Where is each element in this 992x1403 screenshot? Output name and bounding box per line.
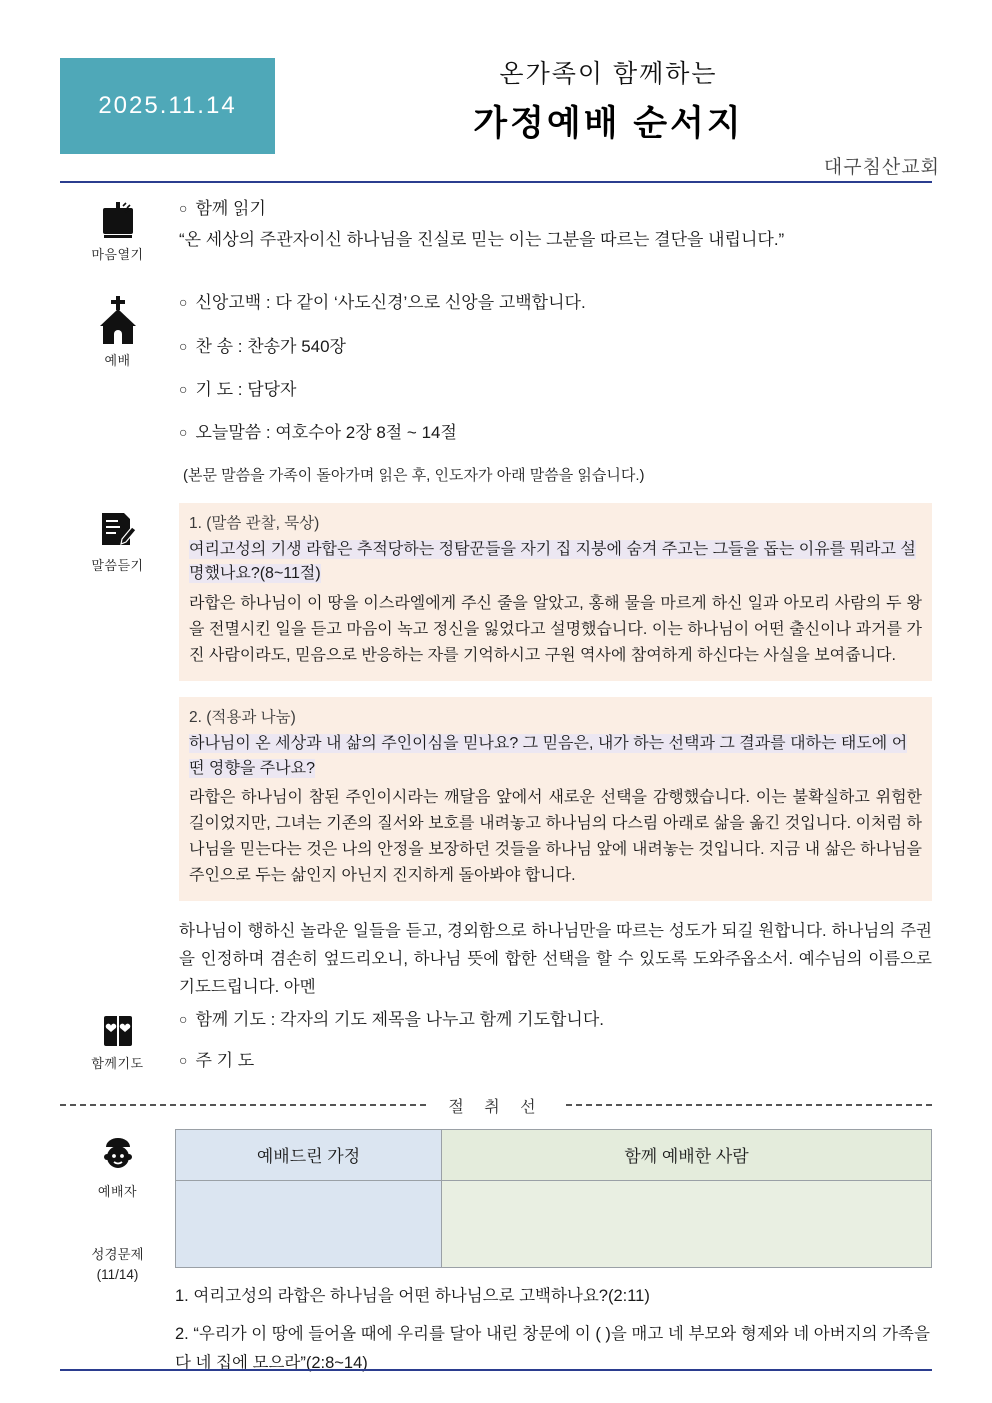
section-worship bbox=[60, 290, 932, 484]
quiz-block bbox=[175, 1268, 932, 1379]
section-worship-gutter bbox=[60, 290, 175, 370]
section-opening-label: 마음열기 bbox=[91, 247, 144, 262]
section-opening-gutter bbox=[60, 196, 175, 264]
section-together-prayer bbox=[60, 1007, 932, 1078]
section-message bbox=[60, 503, 932, 1008]
closing-prayer-text: 하나님이 행하신 놀라운 일들을 듣고, 경외함으로 하나님만을 따르는 성도가 되길 원합니다. 하나님의 주권을 인정하며 겸손히 엎드리오니, 하나님 뜻에 합한 선택을 할 수 있도록 도와주옵소서. 예수님의 이름으로 기도드립니다. 아멘 bbox=[179, 922, 932, 997]
attendance-table bbox=[175, 1129, 932, 1268]
table-header-family: 예배드린 가정 bbox=[176, 1129, 442, 1180]
spacer bbox=[60, 264, 932, 290]
section-message-label: 말씀듣기 bbox=[91, 557, 144, 573]
prayer-book-heart-icon bbox=[60, 1013, 175, 1049]
section-worship-body bbox=[175, 290, 932, 484]
section-message-body bbox=[175, 503, 932, 1008]
worship-item-hymn: ○ 찬 송 : 찬송가 540장 bbox=[179, 334, 932, 360]
worship-item-scripture: ○ 오늘말씀 : 여호수아 2장 8절 ~ 14절 bbox=[179, 420, 932, 446]
cut-line-label: 절 취 선 bbox=[448, 1098, 544, 1116]
opening-quote: “온 세상의 주관자이신 하나님을 진실로 믿는 이는 그분을 따르는 결단을 내립니다.” bbox=[179, 230, 785, 250]
opening-item: ○ 함께 읽기 bbox=[179, 196, 932, 222]
cut-dashes-right bbox=[566, 1104, 932, 1106]
section-opening bbox=[60, 196, 932, 264]
section-prayer-label: 함께기도 bbox=[91, 1056, 144, 1072]
qa1-answer: 라합은 하나님이 이 땅을 이스라엘에게 주신 줄을 알았고, 홍해 물을 마르게 하신 일과 아모리 사람의 두 왕을 전멸시킨 일을 듣고 마음이 녹고 정신을 잃었다고 설명했습니다. 이는 하나님이 어떤 출신이나 과거를 가진 사람이라도, 믿음으로 반응하는 자를 기억하시고 구원 역사에 참여하게 하신다는 사실을 보여줍니다. bbox=[189, 595, 922, 664]
qa1-question: 여리고성의 기생 라합은 추적당하는 정탐꾼들을 자기 집 지붕에 숨겨 주고는 그들을 돕는 이유를 뭐라고 설명했나요?(8~11절) bbox=[189, 540, 916, 583]
section-prayer-body bbox=[175, 1007, 932, 1078]
page-title: 가정예배 순서지 bbox=[473, 104, 744, 143]
worship-item-prayer: ○ 기 도 : 담당자 bbox=[179, 377, 932, 403]
prayer-item-lords-prayer: ○ 주 기 도 bbox=[179, 1048, 932, 1074]
quiz-question-1: 1. 여리고성의 라합은 하나님을 어떤 하나님으로 고백하나요?(2:11) bbox=[175, 1286, 650, 1305]
section-attendance-label: 예배자 bbox=[97, 1183, 138, 1199]
title-subtitle: 온가족이 함께하는 bbox=[499, 60, 718, 88]
page-header bbox=[60, 0, 932, 178]
quiz-label bbox=[60, 1245, 175, 1284]
qa-block-2 bbox=[179, 697, 932, 901]
church-name: 대구침산교회 bbox=[823, 157, 940, 178]
cross-bible-icon bbox=[60, 202, 175, 240]
section-worship-label: 예배 bbox=[104, 353, 131, 369]
worship-item-confession: ○ 신앙고백 : 다 같이 ‘사도신경’으로 신앙을 고백합니다. bbox=[179, 290, 932, 316]
quiz-label-line2: (11/14) bbox=[96, 1266, 139, 1282]
prayer-item-together: ○ 함께 기도 : 각자의 기도 제목을 나누고 함께 기도합니다. bbox=[179, 1007, 932, 1033]
title-block bbox=[275, 54, 932, 146]
table-cell-people[interactable] bbox=[442, 1180, 932, 1267]
child-face-icon bbox=[60, 1135, 175, 1177]
section-message-gutter bbox=[60, 503, 175, 575]
table-header-people: 함께 예배한 사람 bbox=[442, 1129, 932, 1180]
attendance-table-wrap bbox=[175, 1129, 932, 1387]
church-icon bbox=[60, 296, 175, 346]
section-prayer-gutter bbox=[60, 1007, 175, 1073]
quiz-label-line1: 성경문제 bbox=[91, 1247, 144, 1263]
cut-dashes-left bbox=[60, 1104, 426, 1106]
qa2-heading: 2. (적용과 나눔) bbox=[189, 708, 296, 726]
quiz-question-2: 2. “우리가 이 땅에 들어올 때에 우리를 달아 내린 창문에 이 ( )을 매고 네 부모와 형제와 네 아버지의 가족을 다 네 집에 모으라”(2:8~14) bbox=[175, 1324, 930, 1373]
section-opening-body bbox=[175, 196, 932, 254]
table-row-header bbox=[176, 1129, 932, 1180]
qa2-answer: 라합은 하나님이 참된 주인이시라는 깨달음 앞에서 새로운 선택을 감행했습니다. 이는 불확실하고 위험한 길이었지만, 그녀는 기존의 질서와 보호를 내려놓고 하나님의 다스림 아래로 삶을 옮긴 것입니다. 이처럼 하나님을 믿는다는 것은 나의 안정을 보장하던 것들을 하나님 앞에 내려놓는 것입니다. 지금 내 삶은 하나님을 주인으로 두는 삶인지 아닌지 진지하게 돌아봐야 합니다. bbox=[189, 789, 922, 885]
qa1-heading: 1. (말씀 관찰, 묵상) bbox=[189, 514, 320, 532]
cut-line bbox=[60, 1094, 932, 1117]
worship-note: (본문 말씀을 가족이 돌아가며 읽은 후, 인도자가 아래 말씀을 읽습니다.) bbox=[183, 466, 645, 484]
qa-block-1 bbox=[179, 503, 932, 681]
note-pencil-icon bbox=[60, 509, 175, 551]
section-attendance bbox=[60, 1129, 932, 1387]
date-badge: 2025.11.14 bbox=[60, 58, 275, 154]
table-row-entry bbox=[176, 1180, 932, 1267]
footer-divider bbox=[60, 1369, 932, 1371]
spacer bbox=[60, 485, 932, 503]
section-attendance-gutter bbox=[60, 1129, 175, 1284]
qa2-question: 하나님이 온 세상과 내 삶의 주인이심을 믿나요? 그 믿음은, 내가 하는 선택과 그 결과를 대하는 태도에 어떤 영향을 주나요? bbox=[189, 734, 908, 777]
table-cell-family[interactable] bbox=[176, 1180, 442, 1267]
content-area bbox=[60, 178, 932, 1387]
